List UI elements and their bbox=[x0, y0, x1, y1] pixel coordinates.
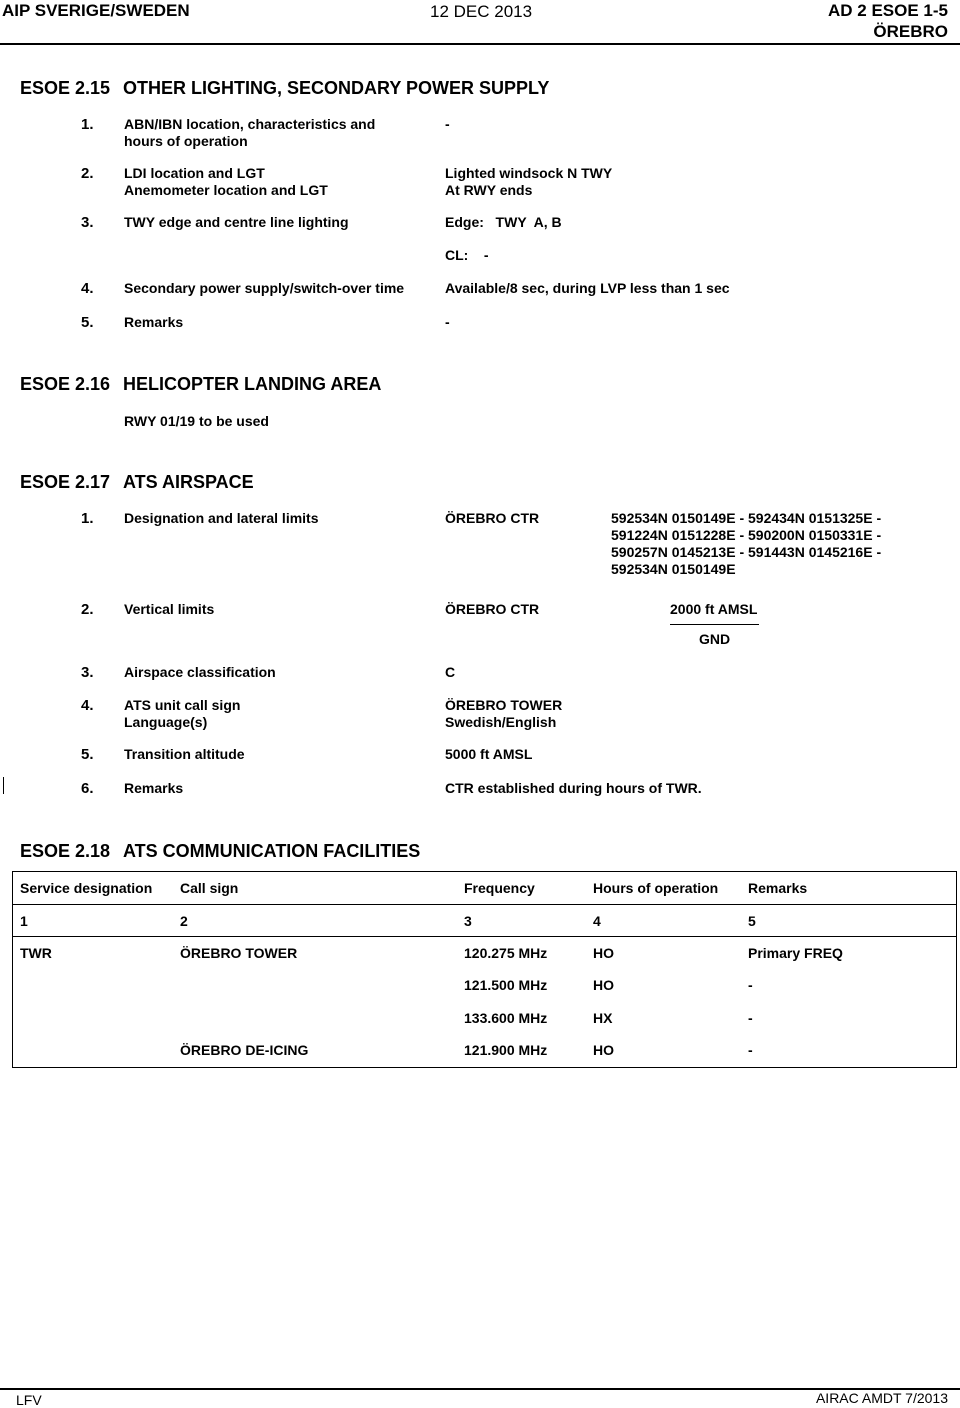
section-2-17-id: ESOE 2.17 bbox=[20, 472, 111, 492]
table-border-top bbox=[12, 871, 957, 872]
item-label: Designation and lateral limits bbox=[124, 510, 319, 526]
item-label: Transition altitude bbox=[124, 746, 245, 762]
footer-amendment: AIRAC AMDT 7/2013 bbox=[815, 1390, 948, 1406]
header-left: AIP SVERIGE/SWEDEN bbox=[2, 1, 190, 20]
column-header: Call sign bbox=[180, 880, 239, 896]
item-label: Remarks bbox=[124, 314, 184, 330]
section-2-15-title: OTHER LIGHTING, SECONDARY POWER SUPPLY bbox=[123, 78, 550, 98]
table-cell: 121.500 MHz bbox=[464, 977, 548, 993]
item-label: Remarks bbox=[124, 780, 184, 796]
item-mid: ÖREBRO CTR bbox=[445, 601, 540, 617]
vertical-upper-limit: 2000 ft AMSL bbox=[670, 601, 758, 617]
table-cell: HX bbox=[593, 1010, 613, 1026]
header-aerodrome: ÖREBRO bbox=[873, 22, 948, 41]
vertical-lower-limit: GND bbox=[699, 631, 731, 647]
item-label: Secondary power supply/switch-over time bbox=[124, 280, 405, 296]
item-mid: ÖREBRO TOWER Swedish/English bbox=[445, 697, 563, 730]
column-number: 5 bbox=[748, 913, 756, 929]
section-2-15-id: ESOE 2.15 bbox=[20, 78, 111, 98]
item-mid: C bbox=[445, 664, 456, 680]
table-border-bottom bbox=[12, 1067, 957, 1068]
item-number: 4. bbox=[81, 697, 94, 714]
item-number: 2. bbox=[81, 601, 94, 618]
change-bar bbox=[3, 777, 4, 794]
item-number: 4. bbox=[81, 280, 94, 297]
item-value: - bbox=[445, 314, 450, 330]
item-label: LDI location and LGT Anemometer location and LGT bbox=[124, 165, 328, 198]
table-cell: 120.275 MHz bbox=[464, 945, 548, 961]
table-cell: 133.600 MHz bbox=[464, 1010, 548, 1026]
section-2-17-title: ATS AIRSPACE bbox=[123, 472, 254, 492]
column-number: 2 bbox=[180, 913, 188, 929]
item-label: ATS unit call sign Language(s) bbox=[124, 697, 241, 730]
item-number: 1. bbox=[81, 116, 94, 133]
column-number: 4 bbox=[593, 913, 601, 929]
lateral-limits-coords: 592534N 0150149E - 592434N 0151325E - 591224N 0151228E - 590200N 0150331E - 590257N 0145213E - 591443N 0145216E - 592534N 0150149E bbox=[611, 510, 882, 577]
table-border-right bbox=[956, 871, 957, 1068]
column-number: 1 bbox=[20, 913, 28, 929]
item-value: Available/8 sec, during LVP less than 1 sec bbox=[445, 280, 730, 296]
column-header: Remarks bbox=[748, 880, 808, 896]
table-cell: Primary FREQ bbox=[748, 945, 843, 961]
section-2-16-id: ESOE 2.16 bbox=[20, 374, 111, 394]
item-value: - bbox=[445, 116, 450, 132]
table-row-divider bbox=[12, 904, 957, 905]
item-number: 6. bbox=[81, 780, 94, 797]
table-cell: HO bbox=[593, 977, 614, 993]
section-2-16-title: HELICOPTER LANDING AREA bbox=[123, 374, 382, 394]
column-header: Frequency bbox=[464, 880, 535, 896]
section-2-18-title: ATS COMMUNICATION FACILITIES bbox=[123, 841, 421, 861]
table-cell: TWR bbox=[20, 945, 52, 961]
item-value-extra: CL: - bbox=[445, 247, 489, 263]
header-page-id: AD 2 ESOE 1-5 bbox=[828, 1, 948, 20]
section-2-16-text: RWY 01/19 to be used bbox=[124, 413, 269, 429]
footer-left: LFV bbox=[16, 1392, 42, 1408]
column-header: Hours of operation bbox=[593, 880, 719, 896]
section-2-18-id: ESOE 2.18 bbox=[20, 841, 111, 861]
table-cell: 121.900 MHz bbox=[464, 1042, 548, 1058]
header-date: 12 DEC 2013 bbox=[430, 2, 533, 21]
item-value: Lighted windsock N TWY At RWY ends bbox=[445, 165, 613, 198]
header-rule bbox=[0, 43, 960, 45]
item-number: 3. bbox=[81, 664, 94, 681]
table-cell: - bbox=[748, 1042, 753, 1058]
item-number: 5. bbox=[81, 314, 94, 331]
item-label: ABN/IBN location, characteristics and hours of operation bbox=[124, 116, 376, 149]
item-label: TWY edge and centre line lighting bbox=[124, 214, 349, 230]
table-cell: HO bbox=[593, 945, 614, 961]
item-number: 2. bbox=[81, 165, 94, 182]
item-label: Airspace classification bbox=[124, 664, 276, 680]
table-cell: - bbox=[748, 977, 753, 993]
item-mid: 5000 ft AMSL bbox=[445, 746, 533, 762]
column-header: Service designation bbox=[20, 880, 153, 896]
item-mid: ÖREBRO CTR bbox=[445, 510, 540, 526]
table-cell: ÖREBRO TOWER bbox=[180, 945, 298, 961]
item-mid: CTR established during hours of TWR. bbox=[445, 780, 702, 796]
item-value: Edge: TWY A, B bbox=[445, 214, 562, 230]
item-label: Vertical limits bbox=[124, 601, 215, 617]
item-number: 3. bbox=[81, 214, 94, 231]
table-cell: HO bbox=[593, 1042, 614, 1058]
item-number: 5. bbox=[81, 746, 94, 763]
column-number: 3 bbox=[464, 913, 472, 929]
vertical-limit-divider bbox=[670, 624, 759, 625]
table-cell: ÖREBRO DE-ICING bbox=[180, 1042, 309, 1058]
table-border-left bbox=[12, 871, 13, 1068]
table-row-divider bbox=[12, 936, 957, 937]
item-number: 1. bbox=[81, 510, 94, 527]
table-cell: - bbox=[748, 1010, 753, 1026]
